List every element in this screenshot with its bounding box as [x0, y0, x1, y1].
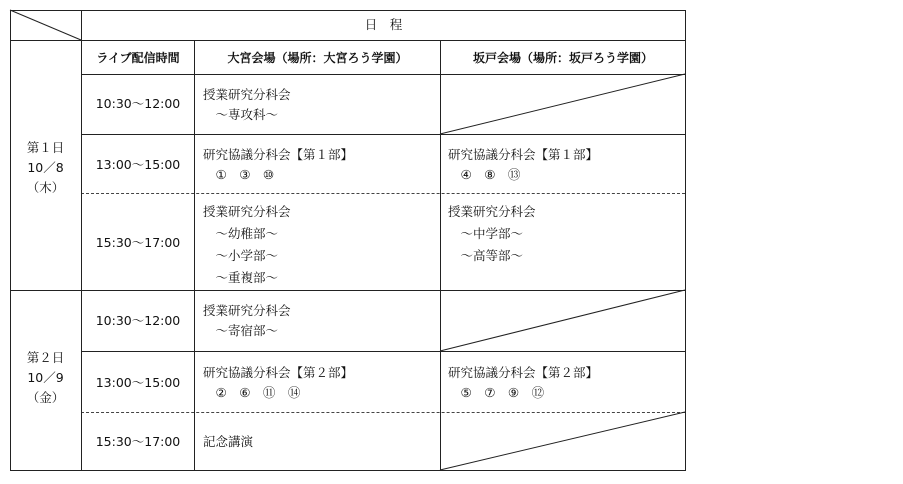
- session-title: 研究協議分科会【第２部】: [203, 365, 354, 380]
- session-title: 研究協議分科会【第２部】: [448, 365, 599, 380]
- corner-diagonal: [10, 10, 81, 40]
- session-detail: ⑤ ⑦ ⑨ ⑫: [448, 385, 545, 400]
- omiya-session: [203, 363, 353, 403]
- session-title: 授業研究分科会: [203, 204, 291, 219]
- session-detail: ① ③ ⑩: [203, 167, 275, 182]
- session-detail: ～幼稚部～: [203, 226, 279, 241]
- day1-label: [10, 138, 81, 198]
- time-cell: 10:30～12:00: [95, 313, 181, 328]
- session-detail: ～小学部～: [203, 248, 279, 263]
- session-title: 授業研究分科会: [203, 87, 291, 102]
- day2-name: 第２日: [26, 350, 65, 365]
- time-cell: 13:00～15:00: [95, 157, 181, 172]
- schedule-header: 日 程: [364, 17, 403, 32]
- time-cell: 15:30～17:00: [95, 434, 181, 449]
- sakado-session: [448, 145, 598, 185]
- omiya-session: [203, 201, 291, 289]
- day2-weekday: （金）: [26, 390, 65, 405]
- omiya-session: [203, 145, 353, 185]
- day1-date: 10／8: [27, 160, 64, 175]
- session-detail: ～中学部～: [448, 226, 524, 241]
- column-header-sakado: 坂戸会場（場所：坂戸ろう学園）: [472, 51, 653, 65]
- time-cell: 10:30～12:00: [95, 96, 181, 111]
- column-header-omiya: 大宮会場（場所：大宮ろう学園）: [227, 51, 408, 65]
- omiya-session: [203, 434, 253, 450]
- omiya-session: [203, 301, 291, 341]
- day2-date: 10／9: [27, 370, 64, 385]
- session-detail: ～高等部～: [448, 248, 524, 263]
- session-detail: ～重複部～: [203, 270, 279, 285]
- session-detail: ② ⑥ ⑪ ⑭: [203, 385, 301, 400]
- empty-cell-diagonal: [440, 412, 685, 470]
- day1-weekday: （木）: [26, 180, 65, 195]
- day2-label: [10, 348, 81, 408]
- column-header-time: ライブ配信時間: [96, 51, 180, 65]
- session-title: 研究協議分科会【第１部】: [203, 147, 354, 162]
- empty-cell-diagonal: [440, 290, 685, 351]
- time-cell: 15:30～17:00: [95, 235, 181, 250]
- omiya-session: [203, 85, 291, 125]
- session-title: 授業研究分科会: [203, 303, 291, 318]
- sakado-session: [448, 363, 598, 403]
- time-cell: 13:00～15:00: [95, 375, 181, 390]
- session-title: 記念講演: [203, 434, 254, 449]
- session-detail: ④ ⑧ ⑬: [448, 167, 521, 182]
- session-title: 研究協議分科会【第１部】: [448, 147, 599, 162]
- empty-cell-diagonal: [440, 74, 685, 134]
- session-title: 授業研究分科会: [448, 204, 536, 219]
- session-detail: ～専攻科～: [203, 107, 279, 122]
- sakado-session: [448, 201, 536, 267]
- day1-name: 第１日: [26, 140, 65, 155]
- session-detail: ～寄宿部～: [203, 323, 279, 338]
